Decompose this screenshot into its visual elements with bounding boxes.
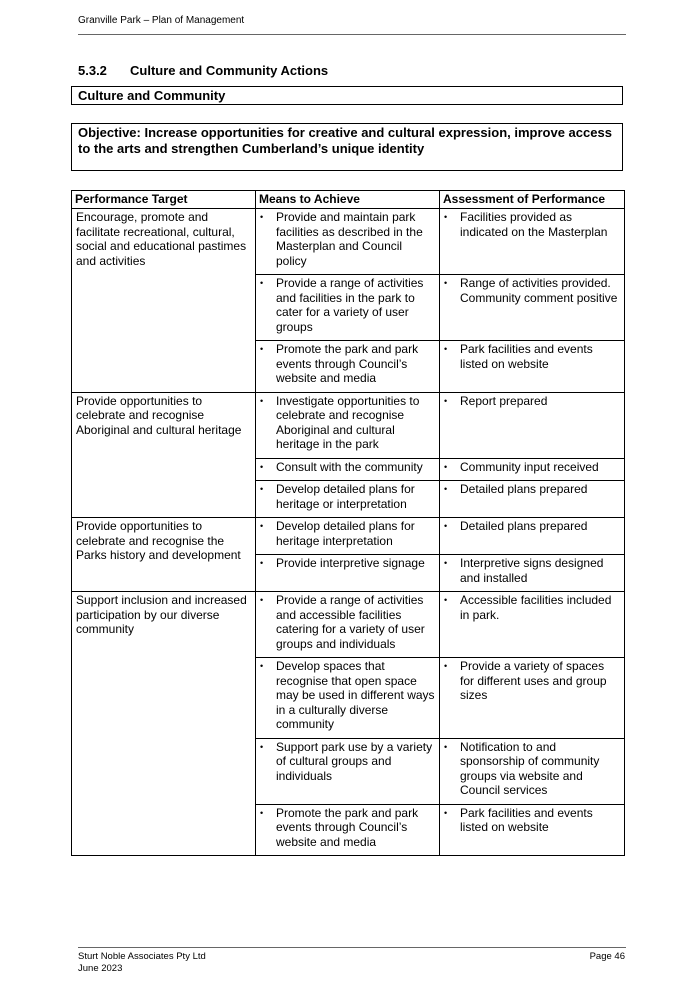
performance-table xyxy=(71,190,625,856)
assessment-text: Report prepared xyxy=(460,393,548,408)
header-means-to-achieve: Means to Achieve xyxy=(256,191,440,209)
objective-box: Objective: Increase opportunities for creative and cultural expression, improve access to the arts and strengthen Cumberland’s unique identity xyxy=(71,123,623,171)
bullet-icon: • xyxy=(260,558,264,568)
bullet-item xyxy=(444,276,621,305)
table-body xyxy=(72,209,625,856)
assessment-text: Detailed plans prepared xyxy=(460,482,588,496)
bullet-icon: • xyxy=(444,461,448,472)
bullet-item xyxy=(260,806,436,850)
footer-page-number: Page 46 xyxy=(589,951,625,962)
bullet-icon: • xyxy=(444,807,448,818)
means-text: Support park use by a variety of cultural groups and individuals xyxy=(276,739,433,783)
header-divider xyxy=(78,34,626,35)
bullet-icon: • xyxy=(260,461,264,472)
performance-target-cell: Support inclusion and increased participation by our diverse community xyxy=(72,592,256,856)
bullet-item xyxy=(444,519,621,534)
table-row xyxy=(72,392,625,458)
assessment-cell xyxy=(440,341,625,393)
assessment-cell xyxy=(440,392,625,458)
bullet-item xyxy=(260,593,436,651)
bullet-item xyxy=(260,519,436,548)
table-row xyxy=(72,518,625,555)
means-to-achieve-cell xyxy=(256,592,440,658)
assessment-cell xyxy=(440,804,625,856)
means-text: Provide a range of activities and accessible facilities catering for a variety of user groups and individuals xyxy=(276,593,425,651)
section-heading xyxy=(78,63,328,78)
bullet-icon: • xyxy=(260,661,264,671)
performance-target-cell: Encourage, promote and facilitate recreational, cultural, social and educational pastimes and activities xyxy=(72,209,256,393)
category-box: Culture and Community xyxy=(71,86,623,105)
means-to-achieve-cell xyxy=(256,481,440,518)
means-to-achieve-cell xyxy=(256,555,440,592)
assessment-cell xyxy=(440,592,625,658)
bullet-item xyxy=(444,593,621,622)
bullet-icon: • xyxy=(260,595,264,605)
assessment-text: Park facilities and events listed on website xyxy=(460,342,593,371)
means-to-achieve-cell xyxy=(256,738,440,804)
bullet-item xyxy=(260,740,436,784)
bullet-item xyxy=(260,556,436,571)
bullet-icon: • xyxy=(444,741,448,752)
assessment-cell xyxy=(440,481,625,518)
bullet-item xyxy=(260,210,436,268)
means-to-achieve-cell xyxy=(256,209,440,275)
assessment-cell xyxy=(440,555,625,592)
assessment-text: Interpretive signs designed and installed xyxy=(460,556,604,585)
means-to-achieve-cell xyxy=(256,804,440,856)
means-to-achieve-cell xyxy=(256,392,440,458)
table-header-row xyxy=(72,191,625,209)
bullet-item xyxy=(444,342,621,371)
means-text: Provide interpretive signage xyxy=(276,556,425,570)
assessment-cell xyxy=(440,518,625,555)
table-row xyxy=(72,209,625,275)
bullet-item xyxy=(260,659,436,732)
bullet-icon: • xyxy=(444,278,448,288)
bullet-item xyxy=(444,740,621,798)
performance-target-cell: Provide opportunities to celebrate and recognise Aboriginal and cultural heritage xyxy=(72,392,256,518)
bullet-item xyxy=(444,556,621,585)
means-to-achieve-cell xyxy=(256,518,440,555)
header-assessment-of-performance: Assessment of Performance xyxy=(440,191,625,209)
means-to-achieve-cell xyxy=(256,341,440,393)
bullet-icon: • xyxy=(444,212,448,222)
bullet-icon: • xyxy=(260,395,264,406)
assessment-text: Notification to and sponsorship of community groups via website and Council services xyxy=(460,739,600,797)
bullet-icon: • xyxy=(260,212,264,222)
bullet-icon: • xyxy=(260,344,264,354)
bullet-icon: • xyxy=(444,521,448,531)
assessment-cell xyxy=(440,209,625,275)
means-text: Develop spaces that recognise that open space may be used in different ways in a culturally diverse community xyxy=(276,659,435,731)
page-header-title: Granville Park – Plan of Management xyxy=(78,15,245,26)
bullet-item xyxy=(260,342,436,386)
bullet-icon: • xyxy=(444,558,448,568)
bullet-item xyxy=(444,394,621,409)
bullet-icon: • xyxy=(444,395,448,406)
bullet-icon: • xyxy=(444,661,448,671)
means-text: Consult with the community xyxy=(276,459,423,474)
bullet-item xyxy=(444,806,621,835)
means-to-achieve-cell xyxy=(256,275,440,341)
performance-target-cell: Provide opportunities to celebrate and recognise the Parks history and development xyxy=(72,518,256,592)
bullet-icon: • xyxy=(444,344,448,354)
means-text: Promote the park and park events through Council’s website and media xyxy=(276,342,419,385)
bullet-item xyxy=(444,482,621,497)
bullet-item xyxy=(444,460,621,475)
bullet-item xyxy=(260,460,436,475)
means-text: Investigate opportunities to celebrate and recognise Aboriginal and cultural heritage in the park xyxy=(276,393,420,451)
assessment-text: Facilities provided as indicated on the Masterplan xyxy=(460,210,608,239)
means-to-achieve-cell xyxy=(256,458,440,481)
bullet-icon: • xyxy=(444,595,448,605)
bullet-icon: • xyxy=(260,521,264,531)
footer-divider xyxy=(78,947,626,948)
footer-company: Sturt Noble Associates Pty Ltd xyxy=(78,951,206,962)
assessment-text: Park facilities and events listed on website xyxy=(460,805,593,834)
assessment-text: Community input received xyxy=(460,459,599,474)
assessment-cell xyxy=(440,738,625,804)
bullet-icon: • xyxy=(260,741,264,752)
footer-date: June 2023 xyxy=(78,963,123,974)
assessment-text: Accessible facilities included in park. xyxy=(460,593,612,622)
bullet-item xyxy=(260,482,436,511)
means-text: Develop detailed plans for heritage interpretation xyxy=(276,519,415,548)
bullet-item xyxy=(260,276,436,334)
assessment-cell xyxy=(440,458,625,481)
assessment-text: Range of activities provided. Community comment positive xyxy=(460,276,618,305)
assessment-text: Provide a variety of spaces for different uses and group sizes xyxy=(460,659,607,702)
bullet-icon: • xyxy=(260,278,264,288)
assessment-text: Detailed plans prepared xyxy=(460,519,588,533)
bullet-icon: • xyxy=(444,484,448,494)
bullet-item xyxy=(444,210,621,239)
header-performance-target: Performance Target xyxy=(72,191,256,209)
assessment-cell xyxy=(440,275,625,341)
means-text: Develop detailed plans for heritage or interpretation xyxy=(276,482,415,511)
assessment-cell xyxy=(440,658,625,739)
section-title: Culture and Community Actions xyxy=(130,63,329,78)
means-to-achieve-cell xyxy=(256,658,440,739)
table-row xyxy=(72,592,625,658)
means-text: Provide and maintain park facilities as described in the Masterplan and Council policy xyxy=(276,210,423,268)
bullet-item xyxy=(260,394,436,452)
means-text: Provide a range of activities and facilities in the park to cater for a variety of user groups xyxy=(276,276,424,334)
means-text: Promote the park and park events through Council’s website and media xyxy=(276,805,419,849)
bullet-item xyxy=(444,659,621,703)
bullet-icon: • xyxy=(260,484,264,494)
bullet-icon: • xyxy=(260,807,264,818)
section-number: 5.3.2 xyxy=(78,63,107,78)
